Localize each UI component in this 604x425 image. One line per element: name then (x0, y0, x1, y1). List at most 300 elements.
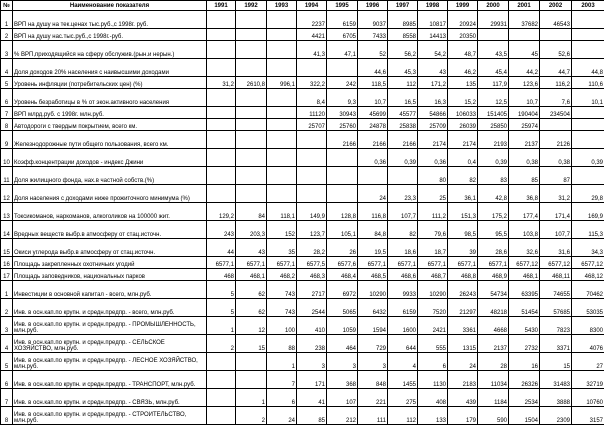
value-cell (236, 131, 267, 149)
value-cell: 6577,1 (418, 257, 448, 269)
value-cell: 439 (448, 389, 478, 407)
table-row (1, 131, 604, 149)
value-cell: 1 (236, 389, 267, 407)
value-cell (207, 41, 236, 59)
value-cell: 7520 (418, 299, 448, 317)
value-cell: 29931 (478, 11, 509, 29)
row-number: 3 (1, 317, 13, 335)
value-cell: 123,6 (509, 77, 540, 89)
value-cell (207, 167, 236, 185)
value-cell: 52 (358, 41, 388, 59)
table-row (1, 119, 604, 131)
value-cell (327, 59, 358, 77)
value-cell: 6577,12 (509, 257, 540, 269)
value-cell (207, 131, 236, 149)
header-year: 1995 (327, 1, 358, 11)
indicator-name: Площадь закрепленных охотничьих угодий (13, 257, 207, 269)
value-cell: 6705 (327, 29, 358, 41)
table-row (1, 239, 604, 257)
value-cell: 468,11 (540, 269, 572, 281)
value-cell: 2183 (448, 371, 478, 389)
value-cell (267, 29, 297, 41)
value-cell: 848 (358, 371, 388, 389)
value-cell: 8300 (572, 317, 604, 335)
value-cell: 6577,1 (388, 257, 418, 269)
row-number: 7 (1, 389, 13, 407)
value-cell (327, 185, 358, 203)
value-cell (207, 59, 236, 77)
value-cell (572, 29, 604, 41)
value-cell: 6577,12 (572, 257, 604, 269)
value-cell: 5430 (509, 317, 540, 335)
table-row (1, 407, 604, 425)
value-cell: 221 (358, 389, 388, 407)
value-cell: 24 (267, 407, 297, 425)
value-cell (388, 167, 418, 185)
table-body (1, 11, 604, 425)
indicator-name: Инвестиции в основной капитал - всего, млн.руб. (13, 281, 207, 299)
value-cell: 2174 (418, 131, 448, 149)
header-row (1, 1, 604, 11)
value-cell (267, 119, 297, 131)
value-cell (236, 11, 267, 29)
value-cell: 133 (418, 407, 448, 425)
value-cell: 6577,12 (540, 257, 572, 269)
value-cell: 36,8 (509, 185, 540, 203)
value-cell: 555 (418, 335, 448, 353)
value-cell: 190404 (509, 107, 540, 119)
row-number: 12 (1, 185, 13, 203)
value-cell: 15 (540, 353, 572, 371)
value-cell: 47,1 (327, 41, 358, 59)
row-number: 11 (1, 167, 13, 185)
value-cell: 54,2 (418, 41, 448, 59)
value-cell (207, 185, 236, 203)
indicator-name: Инв. в осн.кап.по крупн. и средн.предпр. - ТРАНСПОРТ, млн.руб. (13, 371, 207, 389)
value-cell: 18,7 (418, 239, 448, 257)
indicator-name: Инв. в осн.кап.по крупн. и средн.предпр. - всего, млн.руб. (13, 299, 207, 317)
value-cell: 35 (267, 239, 297, 257)
value-cell: 0,36 (418, 149, 448, 167)
value-cell (509, 29, 540, 41)
value-cell: 6159 (327, 11, 358, 29)
value-cell (207, 119, 236, 131)
value-cell (236, 353, 267, 371)
header-year: 2002 (540, 1, 572, 11)
value-cell (207, 11, 236, 29)
value-cell: 2137 (509, 131, 540, 149)
value-cell: 26243 (448, 281, 478, 299)
value-cell: 31,6 (540, 239, 572, 257)
value-cell: 105,1 (327, 221, 358, 239)
value-cell: 42,8 (478, 185, 509, 203)
value-cell: 7823 (540, 317, 572, 335)
value-cell: 11034 (478, 371, 509, 389)
value-cell: 54866 (418, 107, 448, 119)
value-cell: 20924 (448, 11, 478, 29)
value-cell (267, 59, 297, 77)
value-cell (207, 29, 236, 41)
value-cell: 20350 (448, 29, 478, 41)
value-cell: 151,3 (448, 203, 478, 221)
value-cell: 2126 (540, 131, 572, 149)
value-cell: 39 (448, 239, 478, 257)
value-cell: 34,3 (572, 239, 604, 257)
header-year: 1993 (267, 1, 297, 11)
value-cell (327, 167, 358, 185)
indicator-name: Инв. в осн.кап.по крупн. и средн.предпр. - СТРОИТЕЛЬСТВО, млн.руб. (13, 407, 207, 425)
value-cell: 169,9 (572, 203, 604, 221)
table-row (1, 41, 604, 59)
value-cell (267, 167, 297, 185)
value-cell: 275 (388, 389, 418, 407)
value-cell: 15 (236, 335, 267, 353)
value-cell: 0,38 (540, 149, 572, 167)
header-year: 2003 (572, 1, 604, 11)
value-cell: 25974 (509, 119, 540, 131)
value-cell: 115,3 (572, 221, 604, 239)
value-cell (267, 185, 297, 203)
table-row (1, 371, 604, 389)
row-number: 8 (1, 119, 13, 131)
value-cell: 3 (358, 353, 388, 371)
row-number: 6 (1, 89, 13, 107)
value-cell: 43 (418, 59, 448, 77)
value-cell: 7,6 (540, 89, 572, 107)
value-cell (207, 107, 236, 119)
value-cell: 88 (267, 335, 297, 353)
value-cell (236, 371, 267, 389)
value-cell: 84 (236, 203, 267, 221)
value-cell: 464 (327, 335, 358, 353)
value-cell: 1184 (478, 389, 509, 407)
value-cell: 1594 (358, 317, 388, 335)
value-cell (297, 59, 327, 77)
row-number: 10 (1, 149, 13, 167)
value-cell (207, 389, 236, 407)
value-cell (207, 149, 236, 167)
value-cell: 368 (327, 371, 358, 389)
value-cell: 729 (358, 335, 388, 353)
value-cell: 31483 (540, 371, 572, 389)
value-cell (267, 89, 297, 107)
row-number: 3 (1, 41, 13, 59)
indicator-name: ВРП на душу нас.тыс.руб.,с 1998г.-руб. (13, 29, 207, 41)
value-cell: 238 (297, 335, 327, 353)
value-cell: 6972 (327, 281, 358, 299)
value-cell: 5 (207, 281, 236, 299)
value-cell: 27 (572, 353, 604, 371)
row-number: 2 (1, 299, 13, 317)
value-cell: 84,8 (358, 221, 388, 239)
value-cell: 0,39 (388, 149, 418, 167)
value-cell (207, 353, 236, 371)
table-row (1, 389, 604, 407)
value-cell: 52,6 (540, 41, 572, 59)
row-number: 6 (1, 371, 13, 389)
value-cell: 10,7 (358, 89, 388, 107)
value-cell (236, 149, 267, 167)
indicator-name: Инв. в осн.кап.по крупн. и средн.предпр. - СВЯЗЬ, млн.руб. (13, 389, 207, 407)
value-cell: 74655 (540, 281, 572, 299)
row-number: 15 (1, 239, 13, 257)
table-row (1, 257, 604, 269)
value-cell: 468,1 (236, 269, 267, 281)
value-cell: 32719 (572, 371, 604, 389)
value-cell: 212 (327, 407, 358, 425)
value-cell: 2193 (478, 131, 509, 149)
value-cell: 31,2 (540, 185, 572, 203)
value-cell: 80 (418, 167, 448, 185)
value-cell (236, 59, 267, 77)
value-cell: 36,1 (448, 185, 478, 203)
value-cell: 100 (267, 317, 297, 335)
value-cell: 25709 (418, 119, 448, 131)
value-cell: 24878 (358, 119, 388, 131)
value-cell: 26326 (509, 371, 540, 389)
header-year: 1991 (207, 1, 236, 11)
value-cell: 28,2 (297, 239, 327, 257)
value-cell: 41 (297, 389, 327, 407)
value-cell: 135 (448, 77, 478, 89)
indicator-name: Железнодорожные пути общего пользования, всего км. (13, 131, 207, 149)
value-cell: 4421 (297, 29, 327, 41)
value-cell: 44,8 (572, 59, 604, 77)
value-cell (236, 185, 267, 203)
value-cell: 45 (509, 41, 540, 59)
value-cell: 118,5 (358, 77, 388, 89)
value-cell: 53035 (572, 299, 604, 317)
value-cell: 7 (267, 371, 297, 389)
value-cell: 21297 (448, 299, 478, 317)
value-cell: 79,6 (418, 221, 448, 239)
value-cell: 46,2 (448, 59, 478, 77)
value-cell: 6577,1 (267, 257, 297, 269)
row-number: 2 (1, 29, 13, 41)
value-cell: 31,2 (207, 77, 236, 89)
value-cell: 41,3 (297, 41, 327, 59)
indicator-name: Уровень безработицы в % от экон.активного населения (13, 89, 207, 107)
value-cell: 10,7 (509, 89, 540, 107)
value-cell: 14413 (418, 29, 448, 41)
value-cell: 2421 (418, 317, 448, 335)
value-cell: 25838 (388, 119, 418, 131)
table-row (1, 317, 604, 335)
value-cell: 322,2 (297, 77, 327, 89)
value-cell: 3888 (540, 389, 572, 407)
value-cell (267, 149, 297, 167)
value-cell: 3157 (572, 407, 604, 425)
value-cell: 2732 (509, 335, 540, 353)
value-cell: 51454 (509, 299, 540, 317)
value-cell: 44,7 (540, 59, 572, 77)
value-cell: 9933 (388, 281, 418, 299)
value-cell (236, 29, 267, 41)
value-cell: 16,3 (418, 89, 448, 107)
value-cell: 408 (418, 389, 448, 407)
value-cell: 4 (388, 353, 418, 371)
value-cell: 87 (540, 167, 572, 185)
value-cell: 107,7 (388, 203, 418, 221)
value-cell (207, 89, 236, 107)
value-cell (540, 29, 572, 41)
value-cell: 175,2 (478, 203, 509, 221)
value-cell: 0,39 (572, 149, 604, 167)
value-cell (572, 41, 604, 59)
value-cell: 6577,1 (358, 257, 388, 269)
table-row (1, 29, 604, 41)
value-cell: 29,8 (572, 185, 604, 203)
value-cell: 45,4 (478, 59, 509, 77)
value-cell: 70462 (572, 281, 604, 299)
value-cell: 8,4 (297, 89, 327, 107)
value-cell (572, 167, 604, 185)
value-cell (267, 131, 297, 149)
value-cell: 2237 (297, 11, 327, 29)
value-cell: 9,3 (327, 89, 358, 107)
value-cell: 1 (207, 317, 236, 335)
value-cell (236, 89, 267, 107)
value-cell: 26039 (448, 119, 478, 131)
value-cell: 2 (207, 335, 236, 353)
value-cell: 128,8 (327, 203, 358, 221)
value-cell: 6577,5 (297, 257, 327, 269)
value-cell: 468,7 (418, 269, 448, 281)
value-cell: 12 (236, 317, 267, 335)
value-cell: 743 (267, 299, 297, 317)
value-cell (327, 149, 358, 167)
value-cell: 468,9 (478, 269, 509, 281)
value-cell: 468,6 (388, 269, 418, 281)
value-cell: 46543 (540, 11, 572, 29)
value-cell: 43 (236, 239, 267, 257)
table-row (1, 149, 604, 167)
indicator-name: Уровень инфляции (потребительских цен) (%) (13, 77, 207, 89)
table-row (1, 299, 604, 317)
value-cell: 3371 (540, 335, 572, 353)
value-cell: 5065 (327, 299, 358, 317)
value-cell: 2166 (358, 131, 388, 149)
table-row (1, 335, 604, 353)
value-cell (207, 407, 236, 425)
value-cell: 57685 (540, 299, 572, 317)
indicator-name: Доля населения с доходами ниже прожиточного минимума (%) (13, 185, 207, 203)
value-cell: 2534 (509, 389, 540, 407)
header-year: 1997 (388, 1, 418, 11)
value-cell: 24 (448, 353, 478, 371)
indicator-name: Инв. в осн.кап.по крупн. и средн.предпр. - СЕЛЬСКОЕ ХОЗЯЙСТВО, млн.руб. (13, 335, 207, 353)
value-cell (236, 167, 267, 185)
header-year: 2001 (509, 1, 540, 11)
value-cell: 1455 (388, 371, 418, 389)
value-cell: 468,5 (358, 269, 388, 281)
value-cell: 2717 (297, 281, 327, 299)
table-row (1, 167, 604, 185)
value-cell: 45699 (358, 107, 388, 119)
header-year: 1999 (448, 1, 478, 11)
value-cell (297, 149, 327, 167)
value-cell: 25850 (478, 119, 509, 131)
indicator-name: Инв. в осн.кап.по крупн. и средн.предпр. - ПРОМЫШЛЕННОСТЬ, млн.руб. (13, 317, 207, 335)
value-cell: 16,5 (388, 89, 418, 107)
value-cell: 98,5 (448, 221, 478, 239)
value-cell: 44 (207, 239, 236, 257)
row-number: 16 (1, 257, 13, 269)
value-cell (572, 119, 604, 131)
value-cell: 6 (418, 353, 448, 371)
value-cell: 10760 (572, 389, 604, 407)
value-cell: 32,6 (509, 239, 540, 257)
value-cell: 10290 (358, 281, 388, 299)
indicator-name: Площадь заповедников, национальных парков (13, 269, 207, 281)
value-cell: 4668 (478, 317, 509, 335)
value-cell: 6577,1 (207, 257, 236, 269)
value-cell: 63395 (509, 281, 540, 299)
value-cell: 149,9 (297, 203, 327, 221)
row-number: 1 (1, 11, 13, 29)
value-cell: 1504 (509, 407, 540, 425)
value-cell: 3361 (448, 317, 478, 335)
table-row (1, 281, 604, 299)
value-cell (207, 371, 236, 389)
value-cell: 23,3 (388, 185, 418, 203)
value-cell: 171,2 (418, 77, 448, 89)
value-cell (236, 119, 267, 131)
indicator-name: Токсикоманов, наркоманов, алкоголиков на 100000 жит. (13, 203, 207, 221)
value-cell (236, 107, 267, 119)
indicator-name: ВРП млрд.руб. с 1998г. млн.руб. (13, 107, 207, 119)
value-cell: 203,3 (236, 221, 267, 239)
value-cell (297, 167, 327, 185)
value-cell: 106033 (448, 107, 478, 119)
table-row (1, 353, 604, 371)
value-cell: 116,2 (540, 77, 572, 89)
row-number: 14 (1, 221, 13, 239)
value-cell: 111,2 (418, 203, 448, 221)
value-cell: 112 (388, 77, 418, 89)
value-cell: 10817 (418, 11, 448, 29)
value-cell: 12,5 (478, 89, 509, 107)
value-cell: 177,4 (509, 203, 540, 221)
value-cell: 1315 (448, 335, 478, 353)
value-cell: 743 (267, 281, 297, 299)
value-cell: 171 (297, 371, 327, 389)
value-cell: 2166 (388, 131, 418, 149)
value-cell: 2137 (478, 335, 509, 353)
value-cell: 26 (327, 239, 358, 257)
value-cell: 48,7 (448, 41, 478, 59)
value-cell: 107,7 (540, 221, 572, 239)
row-number: 4 (1, 59, 13, 77)
value-cell: 15,2 (448, 89, 478, 107)
indicator-name: Автодороги с твердым покрытием, всего км. (13, 119, 207, 131)
value-cell: 1059 (327, 317, 358, 335)
header-year: 1998 (418, 1, 448, 11)
header-year: 1996 (358, 1, 388, 11)
table-row (1, 107, 604, 119)
value-cell: 1 (267, 353, 297, 371)
value-cell: 6 (267, 389, 297, 407)
value-cell (358, 167, 388, 185)
value-cell: 6577,6 (327, 257, 358, 269)
value-cell (478, 29, 509, 41)
value-cell: 25 (418, 185, 448, 203)
indicator-name: Окиси углерода выбр.в атмосферу от стац.источн. (13, 239, 207, 257)
value-cell: 45577 (388, 107, 418, 119)
value-cell: 996,1 (267, 77, 297, 89)
value-cell: 82 (388, 221, 418, 239)
indicator-name: Доля доходов 20% населения с наивысшими доходами (13, 59, 207, 77)
